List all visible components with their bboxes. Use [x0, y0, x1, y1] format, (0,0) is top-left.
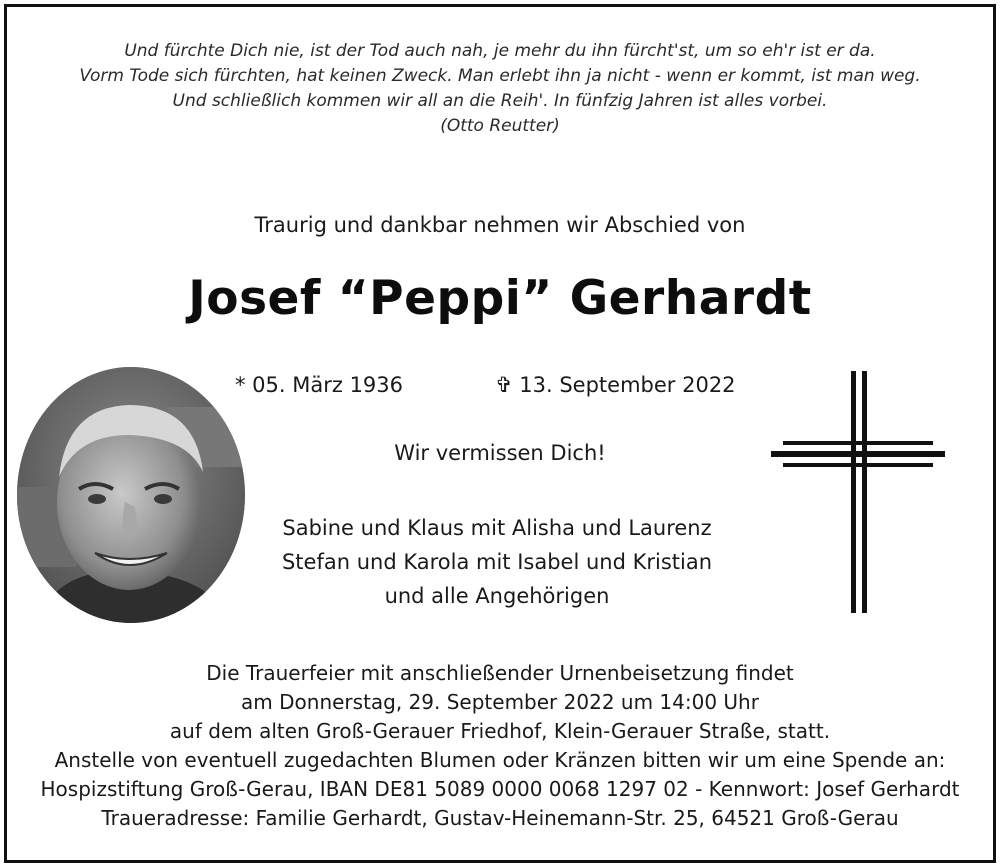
poem-line-2: Vorm Tode sich fürchten, hat keinen Zweck. Man erlebt ihn ja nicht - wenn er kommt, ist man weg.	[79, 66, 921, 86]
portrait-illustration	[17, 367, 245, 623]
donation-account: Hospizstiftung Groß-Gerau, IBAN DE81 5089 0000 0068 1297 02 - Kennwort: Josef Gerhardt	[40, 777, 960, 801]
double-line-cross-icon	[769, 367, 949, 617]
we-miss-you-text: Wir vermissen Dich!	[394, 441, 606, 465]
poem-line-1: Und fürchte Dich nie, ist der Tod auch nah, je mehr du ihn fürcht'st, um so eh'r ist er da.	[124, 41, 876, 61]
funeral-line-1: Die Trauerfeier mit anschließender Urnenbeisetzung findet	[206, 661, 794, 685]
mourners-line-1: Sabine und Klaus mit Alisha und Laurenz	[282, 516, 712, 540]
mourners-line-2: Stefan und Karola mit Isabel und Kristian	[281, 550, 713, 574]
funeral-information	[7, 659, 993, 833]
obituary-notice	[4, 4, 996, 863]
poem-quote	[7, 39, 993, 139]
poem-line-3: Und schließlich kommen wir all an die Reih'. In fünfzig Jahren ist alles vorbei.	[172, 91, 828, 111]
birth-date: * 05. März 1936	[235, 373, 404, 397]
mourners-list	[257, 511, 737, 613]
funeral-line-2: am Donnerstag, 29. September 2022 um 14:00 Uhr	[241, 690, 759, 714]
deceased-name: Josef “Peppi” Gerhardt	[188, 271, 812, 326]
farewell-intro: Traurig und dankbar nehmen wir Abschied von	[254, 213, 746, 237]
portrait-photo	[17, 367, 245, 623]
mourners-line-3: und alle Angehörigen	[384, 584, 610, 608]
funeral-line-3: auf dem alten Groß-Gerauer Friedhof, Klein-Gerauer Straße, statt.	[169, 719, 831, 743]
donation-request: Anstelle von eventuell zugedachten Blumen oder Kränzen bitten wir um eine Spende an:	[54, 748, 946, 772]
death-date: ✞ 13. September 2022	[495, 373, 736, 397]
mourning-address: Traueradresse: Familie Gerhardt, Gustav-Heinemann-Str. 25, 64521 Groß-Gerau	[101, 806, 899, 830]
poem-author: (Otto Reutter)	[440, 116, 560, 136]
